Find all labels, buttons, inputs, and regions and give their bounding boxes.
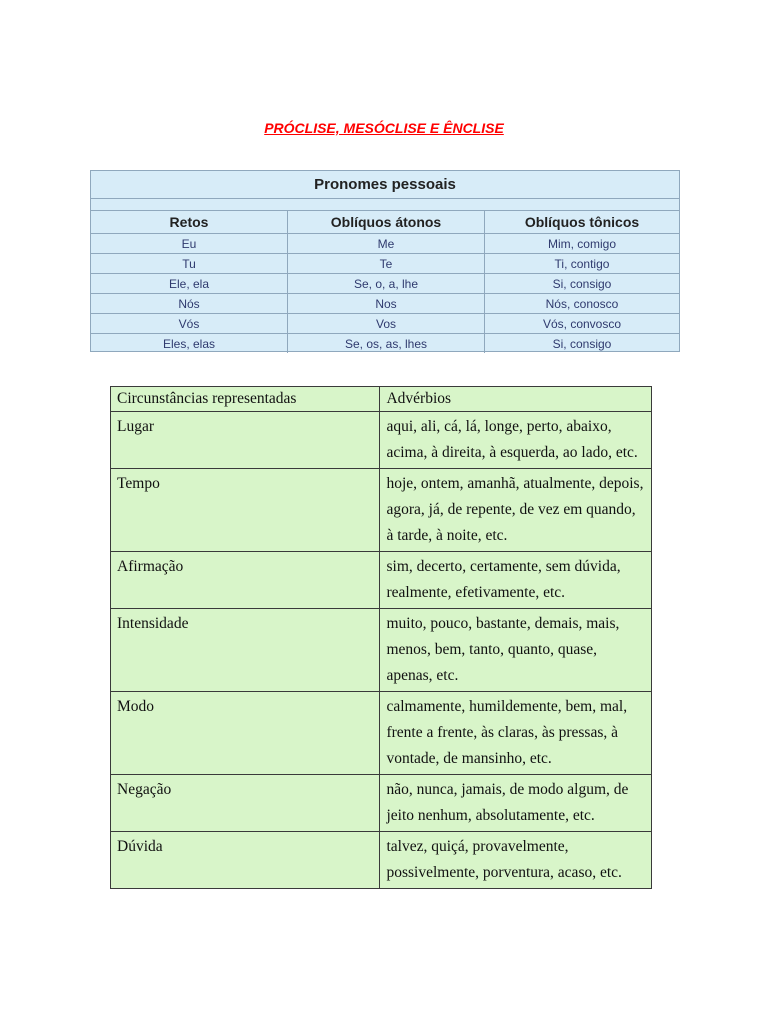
adverbs-cell: calmamente, humildemente, bem, mal, frente a frente, às claras, às pressas, à vontade, de mansinho, etc. — [380, 692, 652, 775]
table-cell: Vós — [91, 314, 288, 334]
circumstance-cell: Lugar — [111, 412, 380, 469]
adverbs-cell: sim, decerto, certamente, sem dúvida, realmente, efetivamente, etc. — [380, 552, 652, 609]
table-row — [91, 334, 679, 354]
circumstance-cell: Modo — [111, 692, 380, 775]
circumstance-cell: Dúvida — [111, 832, 380, 889]
adverbs-table — [110, 386, 652, 889]
table-cell: Tu — [91, 254, 288, 274]
table-cell: Se, o, a, lhe — [288, 274, 485, 294]
adverbs-cell: não, nunca, jamais, de modo algum, de jeito nenhum, absolutamente, etc. — [380, 775, 652, 832]
pronouns-table-spacer — [91, 199, 679, 211]
table-cell: Vós, convosco — [485, 314, 680, 334]
adverbs-cell: hoje, ontem, amanhã, atualmente, depois, agora, já, de repente, de vez em quando, à tarde, à noite, etc. — [380, 469, 652, 552]
table-row — [91, 314, 679, 334]
circumstance-cell: Intensidade — [111, 609, 380, 692]
table-row — [111, 609, 652, 692]
adverbs-header-cell: Advérbios — [380, 387, 652, 412]
pronouns-table-caption: Pronomes pessoais — [91, 171, 679, 199]
table-cell: Nós, conosco — [485, 294, 680, 314]
table-cell: Nós — [91, 294, 288, 314]
circumstance-cell: Afirmação — [111, 552, 380, 609]
table-row — [111, 469, 652, 552]
pronouns-header-row — [91, 211, 679, 234]
table-row — [91, 234, 679, 254]
table-row — [91, 294, 679, 314]
adverbs-header-cell: Circunstâncias representadas — [111, 387, 380, 412]
circumstance-cell: Tempo — [111, 469, 380, 552]
pronouns-table — [90, 170, 680, 352]
table-row — [111, 832, 652, 889]
pronouns-header-cell: Oblíquos tônicos — [485, 211, 680, 234]
table-cell: Eu — [91, 234, 288, 254]
table-cell: Si, consigo — [485, 274, 680, 294]
pronouns-header-cell: Retos — [91, 211, 288, 234]
table-cell: Me — [288, 234, 485, 254]
table-cell: Si, consigo — [552, 336, 612, 351]
table-row — [91, 274, 679, 294]
table-cell: Ti, contigo — [485, 254, 680, 274]
table-cell: Se, os, as, lhes — [288, 334, 485, 354]
table-row — [111, 552, 652, 609]
adverbs-cell: aqui, ali, cá, lá, longe, perto, abaixo, acima, à direita, à esquerda, ao lado, etc. — [380, 412, 652, 469]
table-row — [111, 692, 652, 775]
table-cell: Eles, elas — [91, 334, 288, 354]
pronouns-grid — [91, 211, 679, 353]
table-cell: Ele, ela — [91, 274, 288, 294]
table-row — [111, 775, 652, 832]
circumstance-cell: Negação — [111, 775, 380, 832]
table-cell: Nos — [288, 294, 485, 314]
pronouns-header-cell: Oblíquos átonos — [288, 211, 485, 234]
table-cell: Mim, comigo — [485, 234, 680, 254]
table-cell: Vos — [288, 314, 485, 334]
adverbs-cell: talvez, quiçá, provavelmente, possivelmente, porventura, acaso, etc. — [380, 832, 652, 889]
adverbs-header-row — [111, 387, 652, 412]
table-row — [91, 254, 679, 274]
table-cell: Te — [288, 254, 485, 274]
document-title: PRÓCLISE, MESÓCLISE E ÊNCLISE — [264, 120, 504, 136]
table-row — [111, 412, 652, 469]
adverbs-cell: muito, pouco, bastante, demais, mais, menos, bem, tanto, quanto, quase, apenas, etc. — [380, 609, 652, 692]
